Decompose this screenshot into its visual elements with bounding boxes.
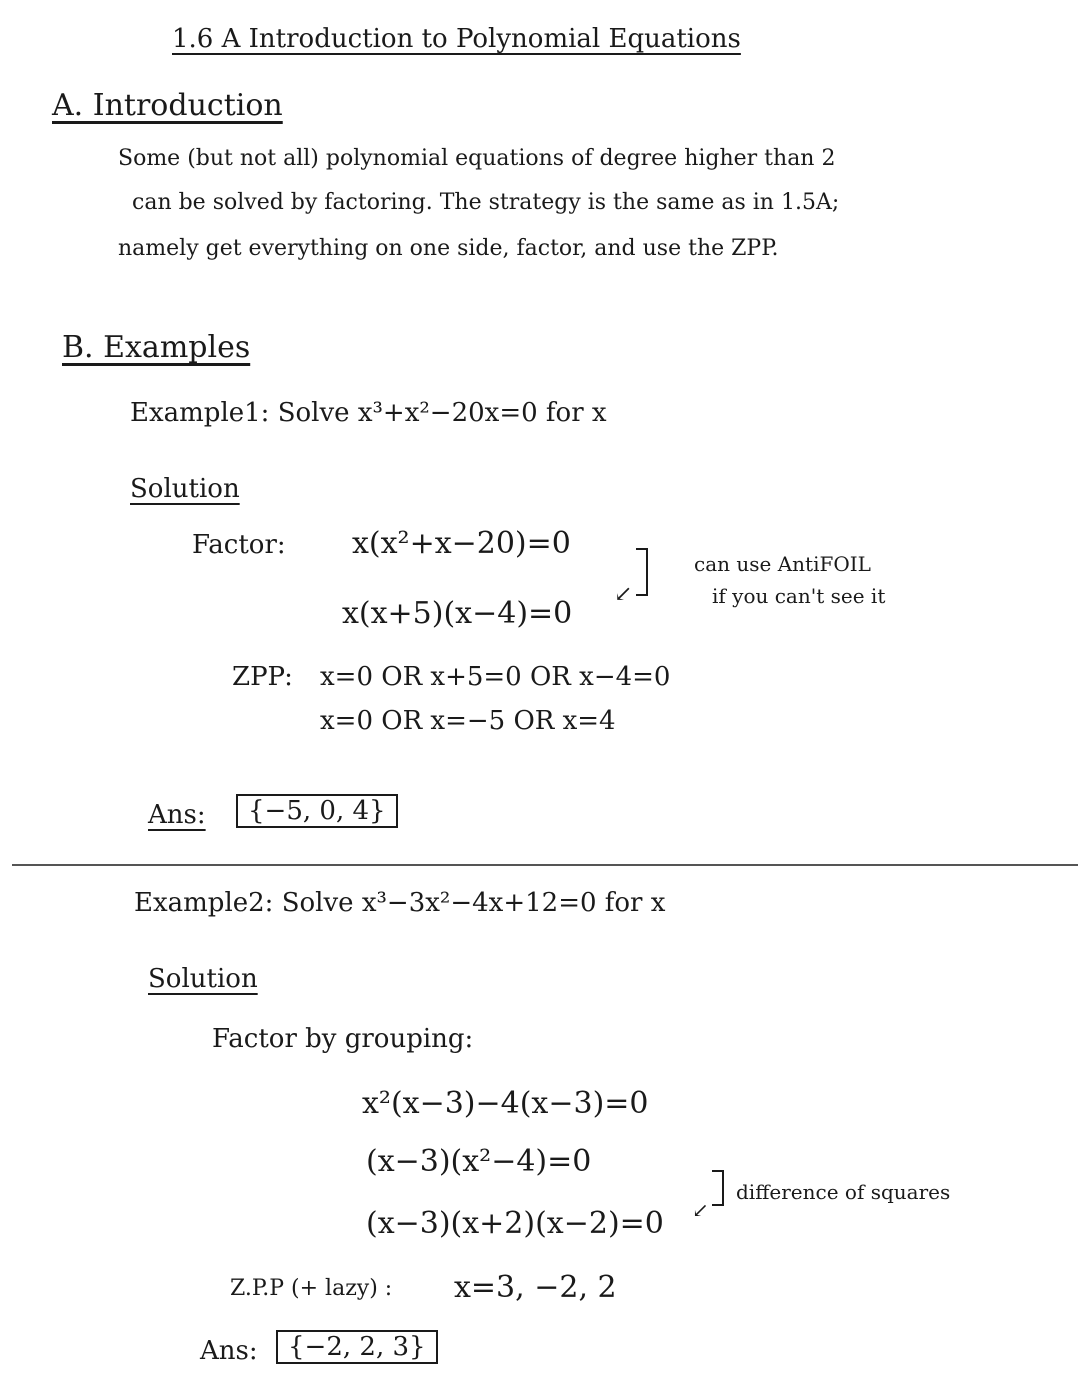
example1-note-line1: can use AntiFOIL xyxy=(694,552,871,576)
section-a-heading: A. Introduction xyxy=(52,88,283,123)
section-divider xyxy=(12,864,1078,866)
example1-factor-label: Factor: xyxy=(192,530,286,560)
example2-zpp-label: Z.P.P (+ lazy) : xyxy=(230,1276,393,1301)
example2-step3: (x−3)(x+2)(x−2)=0 xyxy=(366,1206,664,1241)
intro-line-2: can be solved by factoring. The strategy is the same as in 1.5A; xyxy=(132,190,840,215)
example1-zpp-line1: x=0 OR x+5=0 OR x−4=0 xyxy=(320,662,671,692)
example1-factor-line1: x(x²+x−20)=0 xyxy=(352,526,571,561)
example1-prompt: Example1: Solve x³+x²−20x=0 for x xyxy=(130,398,607,428)
example2-prompt: Example2: Solve x³−3x²−4x+12=0 for x xyxy=(134,888,666,918)
example2-zpp-result: x=3, −2, 2 xyxy=(454,1270,617,1305)
example1-factor-line2: x(x+5)(x−4)=0 xyxy=(342,596,573,631)
example2-answer-box: {−2, 2, 3} xyxy=(276,1330,438,1364)
left-arrow-icon: ↙ xyxy=(692,1198,709,1222)
left-arrow-icon: ↙ xyxy=(614,582,633,607)
example1-answer-box: {−5, 0, 4} xyxy=(236,794,398,828)
example2-step2: (x−3)(x²−4)=0 xyxy=(366,1144,592,1179)
example2-ans-label: Ans: xyxy=(200,1336,258,1366)
page-title: 1.6 A Introduction to Polynomial Equations xyxy=(172,24,741,54)
antifoil-bracket xyxy=(636,548,648,596)
section-b-heading: B. Examples xyxy=(62,330,251,365)
squares-bracket xyxy=(712,1170,724,1206)
example1-zpp-line2: x=0 OR x=−5 OR x=4 xyxy=(320,706,616,736)
intro-line-3: namely get everything on one side, factor, and use the ZPP. xyxy=(118,236,779,261)
example2-step1: x²(x−3)−4(x−3)=0 xyxy=(362,1086,649,1121)
example1-solution-label: Solution xyxy=(130,474,240,504)
example1-ans-label: Ans: xyxy=(148,800,206,830)
example2-solution-label: Solution xyxy=(148,964,258,994)
example2-factor-label: Factor by grouping: xyxy=(212,1024,474,1054)
example1-zpp-label: ZPP: xyxy=(232,662,293,692)
intro-line-1: Some (but not all) polynomial equations of degree higher than 2 xyxy=(118,146,836,171)
example2-note: difference of squares xyxy=(736,1180,951,1204)
example1-note-line2: if you can't see it xyxy=(712,584,886,608)
